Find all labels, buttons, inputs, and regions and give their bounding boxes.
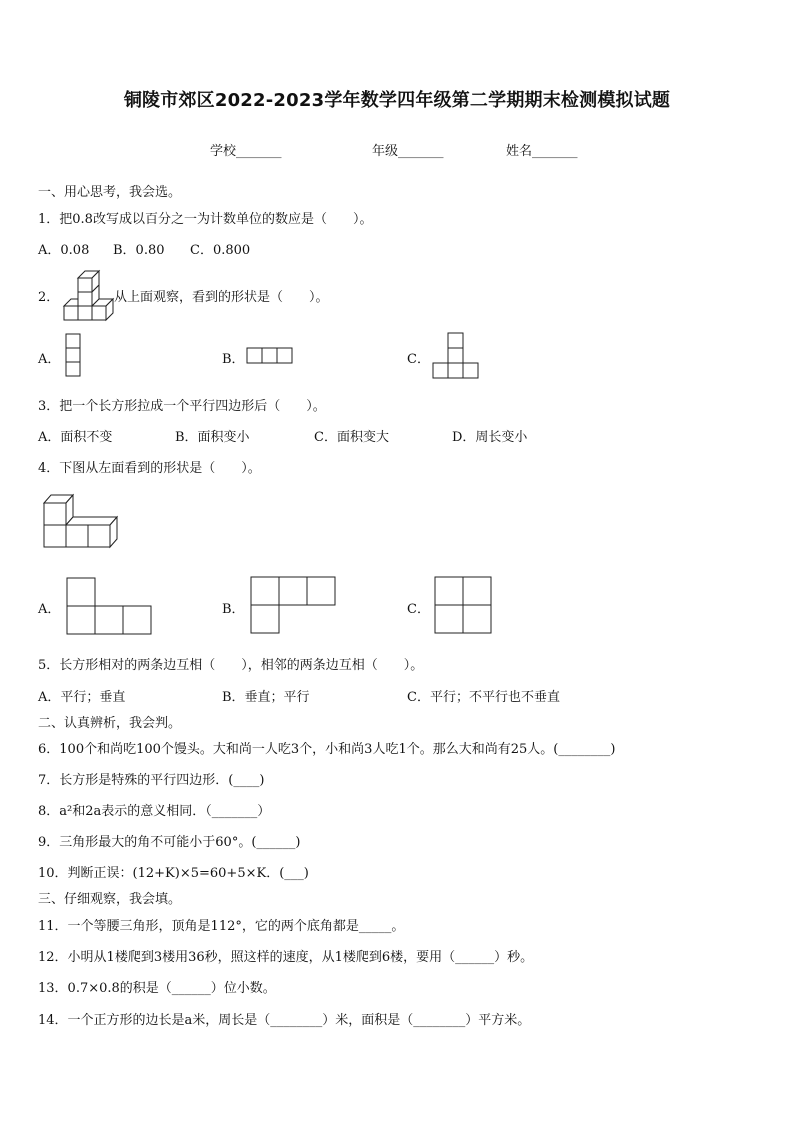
question-9: 9．三角形最大的角不可能小于60°。(______) bbox=[38, 835, 301, 850]
question-13: 13．0.7×0.8的积是（______）位小数。 bbox=[38, 981, 276, 996]
question-1: 1．把0.8改写成以百分之一为计数单位的数应是（ ）。 bbox=[38, 212, 373, 227]
section-3-heading: 三、仔细观察，我会填。 bbox=[38, 892, 182, 907]
question-6: 6．100个和尚吃100个馒头。大和尚一人吃3个，小和尚3人吃1个。那么大和尚有25人。(________) bbox=[38, 742, 616, 757]
q4-option-c: C． bbox=[407, 602, 430, 617]
question-8: 8．a²和2a表示的意义相同．（_______） bbox=[38, 804, 271, 819]
q3-option-c: C．面积变大 bbox=[314, 430, 389, 445]
q4-option-b: B． bbox=[222, 602, 245, 617]
q4-cube-figure bbox=[40, 490, 120, 552]
q2-option-b-figure bbox=[246, 347, 296, 365]
section-2-heading: 二、认真辨析，我会判。 bbox=[38, 716, 182, 731]
q4-option-b-figure bbox=[250, 576, 338, 636]
question-10: 10．判断正误：(12+K)×5=60+5×K．(___) bbox=[38, 866, 309, 881]
q2-cube-stack-figure bbox=[58, 266, 120, 324]
q1-option-c: C．0.800 bbox=[190, 243, 251, 258]
question-12: 12．小明从1楼爬到3楼用36秒，照这样的速度，从1楼爬到6楼，要用（______）秒。 bbox=[38, 950, 534, 965]
name-field: 姓名_______ bbox=[506, 144, 578, 159]
q5-option-b: B．垂直；平行 bbox=[222, 690, 310, 705]
question-2-text: 从上面观察，看到的形状是（ ）。 bbox=[114, 290, 329, 305]
q2-option-a-figure bbox=[65, 333, 83, 381]
question-4: 4．下图从左面看到的形状是（ ）。 bbox=[38, 461, 261, 476]
q1-option-b: B．0.80 bbox=[113, 243, 165, 258]
question-2-number: 2． bbox=[38, 290, 60, 305]
exam-title: 铜陵市郊区2022-2023学年数学四年级第二学期期末检测模拟试题 bbox=[123, 90, 671, 111]
q5-option-c: C．平行；不平行也不垂直 bbox=[407, 690, 560, 705]
q3-option-b: B．面积变小 bbox=[175, 430, 250, 445]
q3-option-d: D．周长变小 bbox=[452, 430, 528, 445]
question-7: 7．长方形是特殊的平行四边形．(____) bbox=[38, 773, 265, 788]
q2-option-c: C． bbox=[407, 352, 430, 367]
question-14: 14．一个正方形的边长是a米，周长是（________）米，面积是（________）平方米。 bbox=[38, 1013, 531, 1028]
q4-option-a: A． bbox=[38, 602, 61, 617]
q2-option-a: A． bbox=[38, 352, 61, 367]
grade-field: 年级_______ bbox=[372, 144, 444, 159]
q4-option-a-figure bbox=[66, 577, 154, 637]
q2-option-b: B． bbox=[222, 352, 245, 367]
q5-option-a: A．平行；垂直 bbox=[38, 690, 126, 705]
question-11: 11．一个等腰三角形，顶角是112°，它的两个底角都是_____。 bbox=[38, 919, 405, 934]
question-5: 5．长方形相对的两条边互相（ ），相邻的两条边互相（ ）。 bbox=[38, 658, 424, 673]
section-1-heading: 一、用心思考，我会选。 bbox=[38, 185, 182, 200]
q3-option-a: A．面积不变 bbox=[38, 430, 113, 445]
question-3: 3．把一个长方形拉成一个平行四边形后（ ）。 bbox=[38, 399, 326, 414]
q2-option-c-figure bbox=[432, 332, 482, 382]
q4-option-c-figure bbox=[434, 576, 494, 636]
school-field: 学校_______ bbox=[210, 144, 282, 159]
q1-option-a: A．0.08 bbox=[38, 243, 90, 258]
